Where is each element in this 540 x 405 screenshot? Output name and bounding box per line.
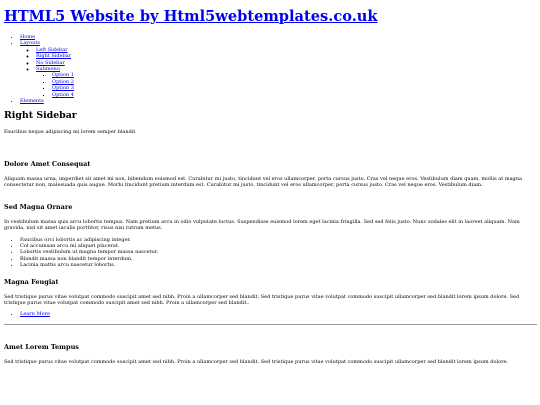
feature-list [4,237,537,269]
intro-text: Faucibus neque adipiscing mi lorem semper blandit [4,129,136,136]
list-item: • Lacinia mattis arcu nascetur lobortis. [20,262,537,268]
section-text-sed-magna: In vestibulum massa quis arcu lobortis tempus. Nam pretium arcu in odio vulputate luctus. Suspendisse euismod lorem eget lacinia fringilla. Sed sed felis justo. Nunc sodales elit in laoreet aliquam. Nam gravida, nisl sit amet iaculis porttitor, risus nisi rutrum metus. [4,218,520,232]
site-title-link[interactable]: HTML5 Website by Html5webtemplates.co.uk [4,8,378,25]
section-text-magna-feugiat: Sed tristique purus vitae volutpat commodo suscipit amet sed nibh. Proin a ullamcorper sed blandit. Sed tristique purus vitae volutpat commodo suscipit ullamcorper sed blandit lorem ipsum dolore. Sed tristique purus vitae volutpat commodo suscipit amet sed nibh. Proin a ullamcorper sed blandit.. [4,293,520,306]
list-item: • Col accumsan arcu mi aliquet placerat. [20,243,537,249]
nav-link-right-sidebar[interactable]: Right Sidebar [36,53,72,60]
nav-link-elements[interactable]: Elements [20,98,44,105]
nav-item-layouts [20,40,537,98]
section-heading-sed-magna: Sed Magna Ornare [4,202,73,211]
nav-link-no-sidebar[interactable]: No Sidebar [36,59,65,66]
site-header [4,0,537,26]
nav-link-layouts[interactable]: Layouts [20,40,40,47]
list-item: • Faucibus orci lobortis ac adipiscing integer. [20,237,537,243]
site-title [4,0,537,26]
options-submenu [36,72,537,98]
main-content [4,110,537,365]
section-text-dolore: Aliquam massa urna, imperdiet sit amet mi non, bibendum euismod est. Curabitur mi justo, tincidunt vel eros ullamcorper, porta cursus justo. Cras vel neque eros. Vestibulum diam quam, mollis at magna consectetur non, malesuada quis augue. Morbi tincidunt pretium interdum est. Curabitur mi justo, tincidunt vel eros ullamcorper, porta cursus justo. Cras vel neque eros. Vestibulum diam. [4,175,522,189]
nav-list [4,34,537,104]
nav-link-option-2[interactable]: Option 2 [52,78,74,85]
nav-item-elements [20,98,537,104]
nav-link-submenu[interactable]: Submenu [36,66,60,73]
list-item [20,311,537,317]
nav-link-option-3[interactable]: Option 3 [52,85,74,92]
list-item: • Lobortis vestibulum ut magna tempor massa nascetur. [20,249,537,255]
nav-link-option-1[interactable]: Option 1 [52,72,74,79]
nav-link-left-sidebar[interactable]: Left Sidebar [36,46,68,53]
main-nav [4,34,537,104]
section-text-amet-lorem: Sed tristique purus vitae volutpat commodo suscipit amet sed nibh. Proin a ullamcorper sed blandit. Sed tristique purus vitae volutpat commodo suscipit ullamcorper sed blandit lorem ipsum dolore. [4,358,509,365]
layouts-submenu [20,47,537,98]
section-heading-magna-feugiat: Magna Feugiat [4,277,59,286]
page-title: Right Sidebar [4,110,77,122]
section-heading-dolore: Dolore Amet Consequat [4,159,91,168]
learn-more-list [4,311,537,317]
learn-more-link[interactable]: Learn More [20,311,50,318]
list-item: • Blandit massa non blandit tempor interdum. [20,256,537,262]
nav-item-submenu [36,66,537,98]
divider [4,324,537,325]
section-heading-amet-lorem: Amet Lorem Tempus [4,342,79,351]
nav-link-option-4[interactable]: Option 4 [52,91,74,98]
nav-link-home[interactable]: Home [20,34,36,40]
